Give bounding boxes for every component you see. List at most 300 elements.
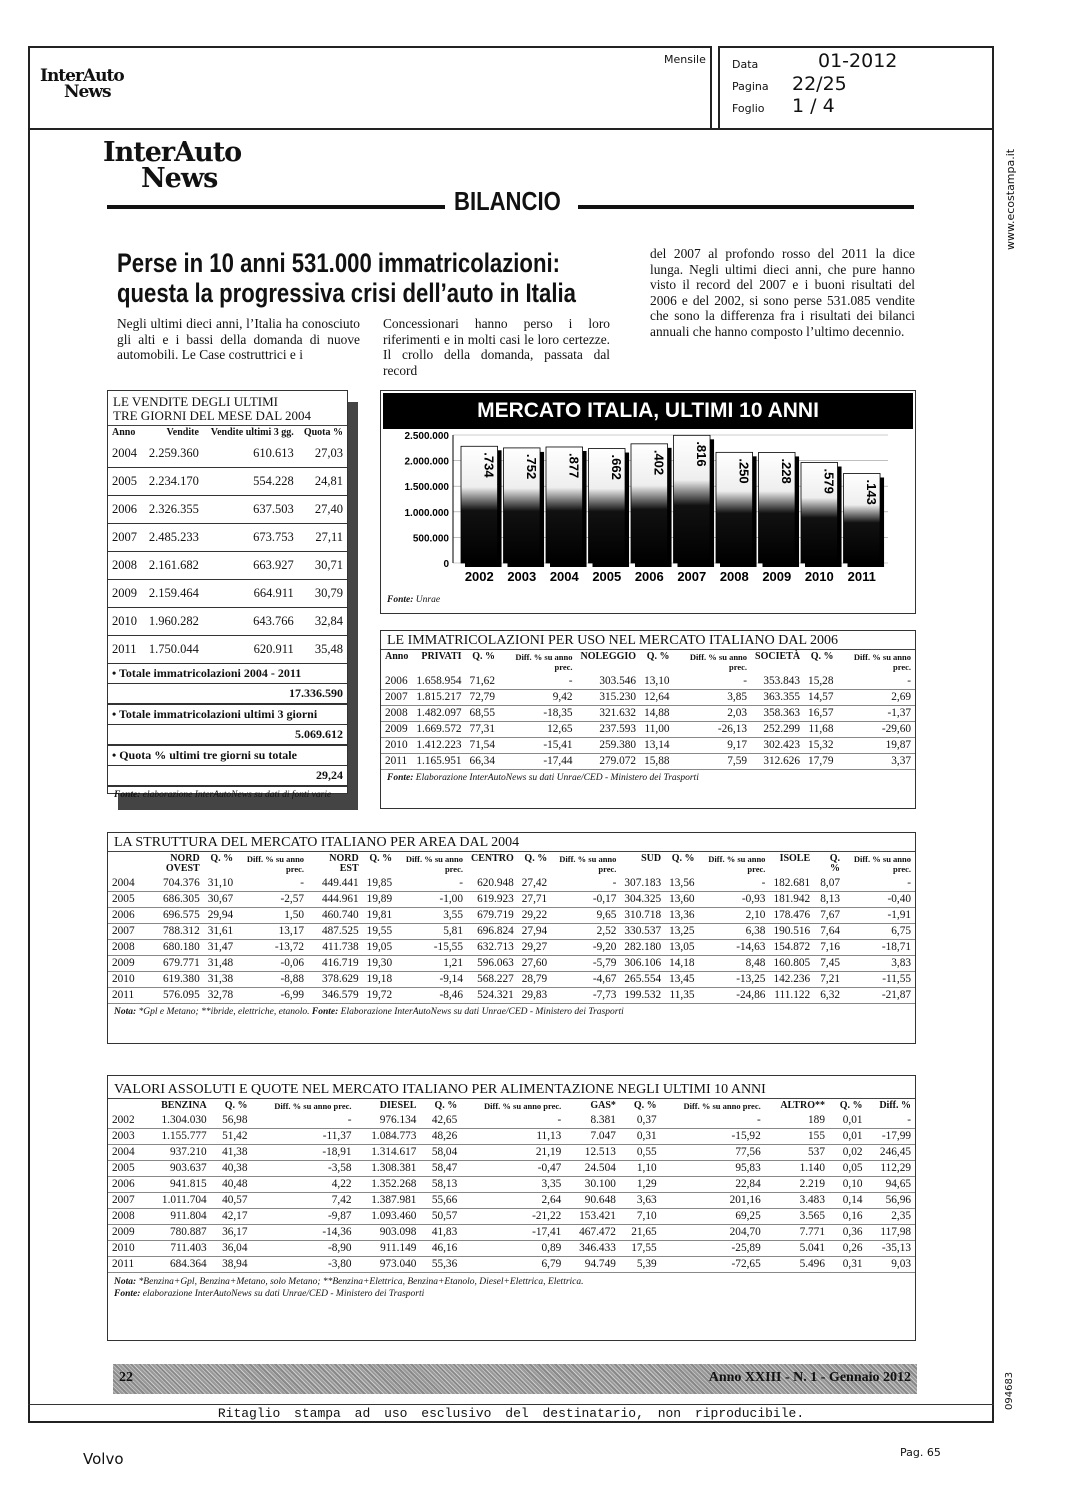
total-row (108, 664, 347, 705)
x-tick-label: 2008 (719, 569, 749, 584)
column-header: Q. % (434, 1100, 458, 1111)
table-row (381, 722, 915, 738)
table-cell: 7,21 (814, 972, 844, 988)
table-cell: 199.532 (620, 988, 665, 1004)
table-cell: 15,32 (804, 738, 837, 754)
table-cell: - (699, 876, 770, 892)
table-cell: 5,81 (396, 924, 467, 940)
table-row (381, 674, 915, 690)
table-cell: -0,40 (844, 892, 915, 908)
note-label: Nota: (114, 1277, 137, 1287)
fuel-table-note (108, 1273, 915, 1303)
table-cell: 2009 (108, 1225, 145, 1241)
table-row (108, 908, 915, 924)
column-header: DIESEL (379, 1100, 417, 1111)
logo-top: InterAuto (103, 137, 242, 168)
table-cell: 2.259.360 (142, 440, 202, 468)
table-cell: 1.387.981 (356, 1193, 421, 1209)
table-cell: 201,16 (661, 1193, 765, 1209)
table-cell: 19,18 (363, 972, 396, 988)
table-cell: 13,45 (665, 972, 698, 988)
table-cell: 310.718 (620, 908, 665, 924)
column-header: Q. % (810, 651, 834, 662)
total-value: 5.069.612 (108, 725, 347, 746)
x-tick-label: 2007 (677, 569, 707, 584)
table-cell: 976.134 (356, 1113, 421, 1129)
table-cell: 378.629 (308, 972, 363, 988)
table-cell: 2006 (108, 908, 139, 924)
table-cell: 2005 (108, 1161, 145, 1177)
table-cell: 363.355 (751, 690, 804, 706)
table-cell: 1,10 (620, 1161, 661, 1177)
table-cell: 416.719 (308, 956, 363, 972)
table-cell: 3,37 (837, 754, 915, 770)
table-row (108, 940, 915, 956)
table-cell: 2011 (381, 754, 412, 770)
note-text: *Benzina+Gpl, Benzina+Metano, solo Metano; **Benzina+Elettrica, Benzina+Etanolo, Diesel+Elettrica, Elettrica. (138, 1277, 584, 1287)
table-row (108, 608, 347, 636)
table-cell: -18,71 (844, 940, 915, 956)
table-cell: 58,04 (420, 1145, 461, 1161)
table-cell: 6,75 (844, 924, 915, 940)
table-row (108, 988, 915, 1004)
table-cell: 2005 (108, 892, 139, 908)
sales-table-box (107, 390, 348, 800)
section-rule-left (107, 205, 445, 209)
table-cell: 41,38 (211, 1145, 252, 1161)
table-cell: 27,71 (518, 892, 551, 908)
table-cell: 2.234.170 (142, 468, 202, 496)
table-cell: 0,01 (829, 1129, 867, 1145)
table-row (108, 496, 347, 524)
source-label: Fonte: (387, 773, 414, 783)
table-cell: 42,65 (420, 1113, 461, 1129)
fuel-table-box (107, 1075, 916, 1341)
table-cell: 0,01 (829, 1113, 867, 1129)
table-cell: 22,84 (661, 1177, 765, 1193)
frequency: Mensile (664, 53, 706, 66)
table-cell: 2,35 (867, 1209, 915, 1225)
table-cell: 1.960.282 (142, 608, 202, 636)
table-cell: 663.927 (203, 552, 298, 580)
table-cell: 12,64 (640, 690, 673, 706)
website-vertical: www.ecostampa.it (1004, 148, 1017, 250)
use-table-box (380, 630, 916, 809)
table-cell: -17,41 (461, 1225, 565, 1241)
table-cell: 5,39 (620, 1257, 661, 1273)
table-cell: 2006 (108, 1177, 145, 1193)
table-row (108, 552, 347, 580)
column-header: Diff. % su anno prec. (559, 854, 617, 874)
table-cell: 7,64 (814, 924, 844, 940)
section-rule-right (578, 205, 914, 209)
table-cell: 94.749 (565, 1257, 620, 1273)
table-cell: -13,72 (237, 940, 308, 956)
total-value: 17.336.590 (108, 684, 347, 705)
chart-title: MERCATO ITALIA, ULTIMI 10 ANNI (383, 393, 913, 429)
table-cell: 32,78 (204, 988, 237, 1004)
table-cell: 1.308.381 (356, 1161, 421, 1177)
table-cell: 1.412.223 (412, 738, 465, 754)
table-cell: 58,47 (420, 1161, 461, 1177)
header-frame (28, 46, 712, 130)
column-header: BENZINA (161, 1100, 207, 1111)
table-cell: 2,69 (837, 690, 915, 706)
table-cell: 204,70 (661, 1225, 765, 1241)
bar-value-label: .250 (736, 458, 752, 484)
table-cell: -1,37 (837, 706, 915, 722)
table-cell: 620.948 (467, 876, 518, 892)
table-cell: 142.236 (769, 972, 814, 988)
column-header: NORD EST (329, 853, 359, 874)
source-label: Fonte: (311, 1007, 339, 1017)
table-cell: - (867, 1113, 915, 1129)
table-cell: 77,31 (466, 722, 499, 738)
table-cell: 40,48 (211, 1177, 252, 1193)
table-cell: 487.525 (308, 924, 363, 940)
sales-table-source (108, 787, 347, 803)
table-cell: 444.961 (308, 892, 363, 908)
table-cell: 3.483 (765, 1193, 829, 1209)
table-cell: -0,47 (461, 1161, 565, 1177)
table-cell: 56,98 (211, 1113, 252, 1129)
table-cell: 252.299 (751, 722, 804, 738)
table-cell: 24,81 (298, 468, 347, 496)
table-cell: 911.149 (356, 1241, 421, 1257)
table-cell: 14,57 (804, 690, 837, 706)
table-cell: 3,63 (620, 1193, 661, 1209)
table-cell: 13,25 (665, 924, 698, 940)
table-cell: 29,83 (518, 988, 551, 1004)
table-row (108, 1113, 915, 1129)
table-cell: 17,79 (804, 754, 837, 770)
column-header: Quota % (303, 427, 343, 438)
disclaimer: Ritaglio stampa ad uso esclusivo del destinatario, non riproducibile. (217, 1406, 805, 1421)
table-cell: 2006 (108, 496, 142, 524)
table-cell: 3,83 (844, 956, 915, 972)
date-value: 01-2012 (818, 50, 898, 72)
use-table-title: LE IMMATRICOLAZIONI PER USO NEL MERCATO ITALIANO DAL 2006 (381, 631, 915, 650)
table-cell: 31,10 (204, 876, 237, 892)
table-cell: 9,17 (674, 738, 752, 754)
table-cell: -21,87 (844, 988, 915, 1004)
table-cell: - (237, 876, 308, 892)
table-cell: 13,36 (665, 908, 698, 924)
table-cell: 321.632 (577, 706, 641, 722)
y-tick-label: 1.500.000 (404, 482, 449, 494)
table-cell: 6,32 (814, 988, 844, 1004)
table-cell: 11,35 (665, 988, 698, 1004)
logo-bottom: News (64, 82, 111, 103)
table-cell: -18,91 (251, 1145, 355, 1161)
table-cell: 90.648 (565, 1193, 620, 1209)
table-cell: 8.381 (565, 1113, 620, 1129)
table-cell: 77,56 (661, 1145, 765, 1161)
table-cell: 5.496 (765, 1257, 829, 1273)
table-cell: 117,98 (867, 1225, 915, 1241)
column-header: SOCIETÀ (755, 651, 801, 662)
table-cell: 684.364 (145, 1257, 210, 1273)
column-header: Diff. % su anno prec. (515, 652, 573, 672)
table-cell: 13,05 (665, 940, 698, 956)
table-cell: 19,85 (363, 876, 396, 892)
source-text: elaborazione InterAutoNews su dati Unrae/CED - Ministero dei Trasporti (142, 1289, 425, 1299)
table-cell: 27,40 (298, 496, 347, 524)
table-cell: 14,18 (665, 956, 698, 972)
table-cell: 3,35 (461, 1177, 565, 1193)
table-cell: 7,59 (674, 754, 752, 770)
source-label: Fonte: (387, 595, 414, 605)
table-cell: 2.326.355 (142, 496, 202, 524)
column-header: Q. % (671, 853, 695, 864)
table-row (381, 754, 915, 770)
source-label: Fonte: (114, 790, 141, 800)
table-cell: 1,29 (620, 1177, 661, 1193)
table-cell: -0,17 (551, 892, 620, 908)
table-cell: 903.637 (145, 1161, 210, 1177)
table-cell: -18,35 (499, 706, 577, 722)
table-cell: -14,36 (251, 1225, 355, 1241)
table-cell: 0,36 (829, 1225, 867, 1241)
area-table-note (108, 1004, 915, 1020)
table-cell: 1,21 (396, 956, 467, 972)
table-cell: 1.482.097 (412, 706, 465, 722)
table-cell: 2010 (108, 1241, 145, 1257)
table-cell: 19,72 (363, 988, 396, 1004)
table-cell: 182.681 (769, 876, 814, 892)
table-cell: - (251, 1113, 355, 1129)
table-cell: 576.095 (139, 988, 204, 1004)
table-cell: 181.942 (769, 892, 814, 908)
table-cell: 2008 (381, 706, 412, 722)
table-cell: 302.423 (751, 738, 804, 754)
table-cell: -5,79 (551, 956, 620, 972)
table-cell: -15,92 (661, 1129, 765, 1145)
table-cell: 4,22 (251, 1177, 355, 1193)
column-header: NORD OVEST (165, 853, 200, 874)
table-cell: 246,45 (867, 1145, 915, 1161)
table-cell: 112,29 (867, 1161, 915, 1177)
table-cell: 467.472 (565, 1225, 620, 1241)
table-cell: 303.546 (577, 674, 641, 690)
bar-value-label: .662 (608, 454, 624, 480)
fuel-table-title: VALORI ASSOLUTI E QUOTE NEL MERCATO ITALIANO PER ALIMENTAZIONE NEGLI ULTIMI 10 ANNI (108, 1076, 915, 1099)
table-cell: 0,31 (829, 1257, 867, 1273)
table-row (108, 524, 347, 552)
table-cell: 46,16 (420, 1241, 461, 1257)
magazine-page-number: 22 (119, 1370, 133, 1385)
table-cell: 2,64 (461, 1193, 565, 1209)
table-cell: 29,94 (204, 908, 237, 924)
table-cell: 1.084.773 (356, 1129, 421, 1145)
table-cell: 35,48 (298, 636, 347, 664)
y-tick-label: 500.000 (412, 533, 449, 545)
table-cell: 50,57 (420, 1209, 461, 1225)
table-cell: 2007 (108, 524, 142, 552)
table-cell: 0,14 (829, 1193, 867, 1209)
table-cell: 632.713 (467, 940, 518, 956)
table-cell: 2006 (381, 674, 412, 690)
table-cell: 58,13 (420, 1177, 461, 1193)
table-cell: 2011 (108, 636, 142, 664)
column-header: Diff. % (879, 1100, 911, 1111)
table-cell: 358.363 (751, 706, 804, 722)
table-cell: 153.421 (565, 1209, 620, 1225)
table-cell: 696.575 (139, 908, 204, 924)
x-tick-label: 2011 (847, 569, 876, 584)
table-header-row (381, 650, 915, 674)
table-cell: -4,67 (551, 972, 620, 988)
sales-table-title-1: LE VENDITE DEGLI ULTIMI (113, 394, 278, 409)
table-cell: 2011 (108, 1257, 145, 1273)
table-cell: 31,48 (204, 956, 237, 972)
column-header: Diff. % su anno prec. (246, 854, 305, 874)
table-cell: 353.843 (751, 674, 804, 690)
table-cell: 154.872 (769, 940, 814, 956)
table-header-row (108, 1099, 915, 1113)
table-cell: 71,62 (466, 674, 499, 690)
table-cell: 568.227 (467, 972, 518, 988)
table-cell: 0,26 (829, 1241, 867, 1257)
table-cell: 36,17 (211, 1225, 252, 1241)
table-cell: 9,03 (867, 1257, 915, 1273)
table-cell: 2009 (381, 722, 412, 738)
table-cell: 190.516 (769, 924, 814, 940)
table-cell: 32,84 (298, 608, 347, 636)
table-cell: 2008 (108, 940, 139, 956)
x-tick-label: 2005 (592, 569, 622, 584)
column-header: PRIVATI (421, 651, 462, 662)
table-cell: 71,54 (466, 738, 499, 754)
table-cell: -15,41 (499, 738, 577, 754)
table-cell: -0,93 (699, 892, 770, 908)
column-header: Q. % (224, 1100, 248, 1111)
table-cell: 941.815 (145, 1177, 210, 1193)
table-cell: 937.210 (145, 1145, 210, 1161)
table-cell: 2007 (108, 1193, 145, 1209)
table-cell: 2004 (108, 1145, 145, 1161)
table-cell: 315.230 (577, 690, 641, 706)
header-logo (40, 66, 124, 103)
x-tick-label: 2002 (464, 569, 494, 584)
table-cell: -9,87 (251, 1209, 355, 1225)
table-cell: 304.325 (620, 892, 665, 908)
logo-bottom: News (141, 162, 218, 194)
column-header: Q. % (369, 853, 393, 864)
table-cell: 911.804 (145, 1209, 210, 1225)
table-cell: -8,88 (237, 972, 308, 988)
table-cell: - (844, 876, 915, 892)
table-cell: 259.380 (577, 738, 641, 754)
magazine-logo (103, 137, 242, 194)
table-cell: -9,14 (396, 972, 467, 988)
table-cell: 66,34 (466, 754, 499, 770)
table-cell: 7,67 (814, 908, 844, 924)
table-cell: 680.180 (139, 940, 204, 956)
use-table (381, 650, 915, 770)
table-cell: 0,16 (829, 1209, 867, 1225)
headline-line-2: questa la progressiva crisi dell’auto in Italia (117, 278, 576, 308)
table-cell: 13,56 (665, 876, 698, 892)
table-cell: -25,89 (661, 1241, 765, 1257)
table-cell: 2002 (108, 1113, 145, 1129)
table-cell: - (674, 674, 752, 690)
table-cell: -9,20 (551, 940, 620, 956)
table-cell: 2.219 (765, 1177, 829, 1193)
table-cell: 30,79 (298, 580, 347, 608)
table-cell: -3,80 (251, 1257, 355, 1273)
table-cell: 346.579 (308, 988, 363, 1004)
sheet-value: 1 / 4 (792, 95, 835, 117)
table-row (108, 972, 915, 988)
x-tick-label: 2010 (804, 569, 834, 584)
table-cell: 72,79 (466, 690, 499, 706)
column-header: NOLEGGIO (580, 651, 637, 662)
y-tick-label: 2.500.000 (404, 431, 449, 442)
y-tick-label: 0 (443, 559, 449, 570)
table-cell: 2005 (108, 468, 142, 496)
table-cell: 15,88 (640, 754, 673, 770)
table-cell: 12,65 (499, 722, 577, 738)
table-cell: 1.011.704 (145, 1193, 210, 1209)
column-header (108, 852, 139, 876)
table-cell: 1.815.217 (412, 690, 465, 706)
table-cell: 610.613 (203, 440, 298, 468)
table-cell: -11,55 (844, 972, 915, 988)
table-cell: 11,00 (640, 722, 673, 738)
article-column-3: del 2007 al profondo rosso del 2011 la dice lunga. Negli ultimi dieci anni, che pure hanno visto il record del 2007 e i buoni risultati del 2006 e del 2002, si sono perse 531.085 vendite che sono la differenza fra i risultati dei bilanci annuali che hanno composto l’ultimo decennio. (650, 246, 915, 339)
note-text: *Gpl e Metano; **ibride, elettriche, etanolo. (138, 1007, 310, 1017)
table-cell: 620.911 (203, 636, 298, 664)
table-cell: -24,86 (699, 988, 770, 1004)
table-cell: 24.504 (565, 1161, 620, 1177)
table-cell: -21,22 (461, 1209, 565, 1225)
bar-value-label: .877 (566, 452, 582, 479)
table-cell: - (837, 674, 915, 690)
total-row (108, 705, 347, 746)
table-cell: 8,13 (814, 892, 844, 908)
table-cell: 346.433 (565, 1241, 620, 1257)
table-cell: 40,57 (211, 1193, 252, 1209)
use-table-source (381, 770, 915, 786)
y-tick-label: 2.000.000 (404, 456, 449, 468)
table-cell: 1.352.268 (356, 1177, 421, 1193)
source-label: Fonte: (114, 1289, 141, 1299)
column-header: Anno (385, 651, 409, 662)
table-cell: 973.040 (356, 1257, 421, 1273)
table-cell: 596.063 (467, 956, 518, 972)
table-cell: 237.593 (577, 722, 641, 738)
table-cell: 1.669.572 (412, 722, 465, 738)
table-cell: 2004 (108, 876, 139, 892)
table-cell: 29,22 (518, 908, 551, 924)
area-table-title: LA STRUTTURA DEL MERCATO ITALIANO PER AREA DAL 2004 (108, 833, 915, 852)
table-cell: 3,55 (396, 908, 467, 924)
column-header: Diff. % su anno prec. (484, 1101, 562, 1111)
table-cell: 13,17 (237, 924, 308, 940)
table-cell: 69,25 (661, 1209, 765, 1225)
table-cell: 1.304.030 (145, 1113, 210, 1129)
table-cell: 42,17 (211, 1209, 252, 1225)
table-cell: 0,10 (829, 1177, 867, 1193)
column-header: Vendite ultimi 3 gg. (210, 427, 294, 438)
date-label: Data (732, 58, 759, 71)
table-cell: 5.041 (765, 1241, 829, 1257)
column-header: Diff. % su anno prec. (708, 854, 766, 874)
page-reference: Pag. 65 (900, 1446, 941, 1459)
table-cell: 2,03 (674, 706, 752, 722)
table-cell: 2.161.682 (142, 552, 202, 580)
